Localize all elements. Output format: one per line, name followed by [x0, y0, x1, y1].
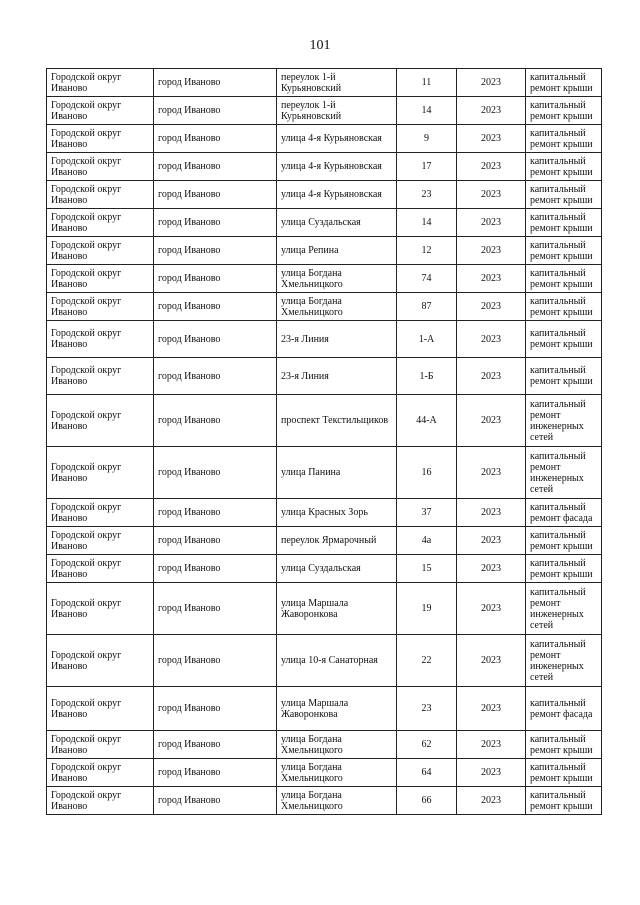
cell-okrug: Городской округ Иваново: [47, 181, 154, 209]
table-body: [47, 69, 602, 815]
cell-year: 2023: [457, 97, 526, 125]
cell-okrug: Городской округ Иваново: [47, 237, 154, 265]
cell-work-type: капитальный ремонт инженерных сетей: [526, 583, 602, 635]
cell-street: улица Репина: [277, 237, 397, 265]
cell-okrug: Городской округ Иваново: [47, 527, 154, 555]
cell-gorod: город Иваново: [154, 125, 277, 153]
cell-house-number: 23: [397, 181, 457, 209]
cell-gorod: город Иваново: [154, 153, 277, 181]
cell-work-type: капитальный ремонт крыши: [526, 527, 602, 555]
cell-work-type: капитальный ремонт крыши: [526, 555, 602, 583]
cell-okrug: Городской округ Иваново: [47, 97, 154, 125]
cell-gorod: город Иваново: [154, 395, 277, 447]
cell-okrug: Городской округ Иваново: [47, 69, 154, 97]
cell-gorod: город Иваново: [154, 209, 277, 237]
cell-house-number: 19: [397, 583, 457, 635]
cell-work-type: капитальный ремонт крыши: [526, 293, 602, 321]
table-row: [47, 153, 602, 181]
cell-street: улица Суздальская: [277, 555, 397, 583]
cell-gorod: город Иваново: [154, 787, 277, 815]
cell-year: 2023: [457, 583, 526, 635]
cell-house-number: 12: [397, 237, 457, 265]
cell-street: переулок 1-й Курьяновский: [277, 97, 397, 125]
cell-house-number: 16: [397, 447, 457, 499]
cell-house-number: 74: [397, 265, 457, 293]
cell-year: 2023: [457, 499, 526, 527]
cell-street: переулок Ярмарочный: [277, 527, 397, 555]
cell-work-type: капитальный ремонт крыши: [526, 181, 602, 209]
cell-house-number: 15: [397, 555, 457, 583]
cell-work-type: капитальный ремонт инженерных сетей: [526, 395, 602, 447]
cell-gorod: город Иваново: [154, 527, 277, 555]
cell-gorod: город Иваново: [154, 265, 277, 293]
cell-street: улица 4-я Курьяновская: [277, 181, 397, 209]
cell-year: 2023: [457, 321, 526, 358]
cell-work-type: капитальный ремонт крыши: [526, 69, 602, 97]
cell-house-number: 4а: [397, 527, 457, 555]
cell-year: 2023: [457, 687, 526, 731]
cell-okrug: Городской округ Иваново: [47, 583, 154, 635]
cell-gorod: город Иваново: [154, 687, 277, 731]
cell-okrug: Городской округ Иваново: [47, 293, 154, 321]
cell-gorod: город Иваново: [154, 731, 277, 759]
cell-house-number: 23: [397, 687, 457, 731]
cell-year: 2023: [457, 527, 526, 555]
cell-okrug: Городской округ Иваново: [47, 265, 154, 293]
cell-gorod: город Иваново: [154, 97, 277, 125]
cell-work-type: капитальный ремонт крыши: [526, 97, 602, 125]
cell-gorod: город Иваново: [154, 583, 277, 635]
cell-okrug: Городской округ Иваново: [47, 555, 154, 583]
cell-okrug: Городской округ Иваново: [47, 731, 154, 759]
cell-street: 23-я Линия: [277, 358, 397, 395]
cell-year: 2023: [457, 731, 526, 759]
cell-okrug: Городской округ Иваново: [47, 358, 154, 395]
cell-work-type: капитальный ремонт крыши: [526, 731, 602, 759]
table-row: [47, 321, 602, 358]
cell-year: 2023: [457, 209, 526, 237]
cell-house-number: 14: [397, 97, 457, 125]
cell-year: 2023: [457, 293, 526, 321]
cell-year: 2023: [457, 69, 526, 97]
cell-okrug: Городской округ Иваново: [47, 787, 154, 815]
cell-street: улица Богдана Хмельницкого: [277, 265, 397, 293]
cell-gorod: город Иваново: [154, 358, 277, 395]
cell-okrug: Городской округ Иваново: [47, 395, 154, 447]
cell-house-number: 1-А: [397, 321, 457, 358]
cell-house-number: 14: [397, 209, 457, 237]
cell-house-number: 11: [397, 69, 457, 97]
cell-okrug: Городской округ Иваново: [47, 759, 154, 787]
cell-year: 2023: [457, 181, 526, 209]
cell-work-type: капитальный ремонт крыши: [526, 265, 602, 293]
cell-work-type: капитальный ремонт крыши: [526, 237, 602, 265]
table-row: [47, 499, 602, 527]
page-number: 101: [309, 38, 331, 53]
table-row: [47, 687, 602, 731]
table-row: [47, 395, 602, 447]
cell-okrug: Городской округ Иваново: [47, 125, 154, 153]
cell-gorod: город Иваново: [154, 293, 277, 321]
cell-gorod: город Иваново: [154, 447, 277, 499]
cell-work-type: капитальный ремонт крыши: [526, 209, 602, 237]
cell-house-number: 44-А: [397, 395, 457, 447]
table-row: [47, 97, 602, 125]
cell-okrug: Городской округ Иваново: [47, 499, 154, 527]
table-row: [47, 731, 602, 759]
cell-okrug: Городской округ Иваново: [47, 153, 154, 181]
cell-street: улица 4-я Курьяновская: [277, 125, 397, 153]
cell-street: улица Маршала Жаворонкова: [277, 583, 397, 635]
cell-work-type: капитальный ремонт крыши: [526, 125, 602, 153]
cell-work-type: капитальный ремонт фасада: [526, 687, 602, 731]
cell-gorod: город Иваново: [154, 69, 277, 97]
cell-work-type: капитальный ремонт инженерных сетей: [526, 447, 602, 499]
cell-gorod: город Иваново: [154, 321, 277, 358]
cell-year: 2023: [457, 787, 526, 815]
cell-okrug: Городской округ Иваново: [47, 635, 154, 687]
cell-house-number: 37: [397, 499, 457, 527]
cell-okrug: Городской округ Иваново: [47, 687, 154, 731]
cell-work-type: капитальный ремонт крыши: [526, 321, 602, 358]
cell-gorod: город Иваново: [154, 499, 277, 527]
cell-gorod: город Иваново: [154, 759, 277, 787]
cell-gorod: город Иваново: [154, 181, 277, 209]
table-row: [47, 358, 602, 395]
cell-street: улица 10-я Санаторная: [277, 635, 397, 687]
cell-year: 2023: [457, 555, 526, 583]
table-row: [47, 293, 602, 321]
table-row: [47, 447, 602, 499]
cell-year: 2023: [457, 265, 526, 293]
cell-work-type: капитальный ремонт крыши: [526, 787, 602, 815]
table-row: [47, 209, 602, 237]
cell-street: улица Панина: [277, 447, 397, 499]
cell-year: 2023: [457, 395, 526, 447]
table-row: [47, 583, 602, 635]
cell-street: улица Маршала Жаворонкова: [277, 687, 397, 731]
cell-year: 2023: [457, 358, 526, 395]
cell-street: 23-я Линия: [277, 321, 397, 358]
cell-house-number: 66: [397, 787, 457, 815]
cell-house-number: 87: [397, 293, 457, 321]
repair-registry-table: [46, 68, 602, 815]
cell-year: 2023: [457, 237, 526, 265]
cell-year: 2023: [457, 759, 526, 787]
cell-street: улица Суздальская: [277, 209, 397, 237]
table-row: [47, 759, 602, 787]
cell-street: улица Красных Зорь: [277, 499, 397, 527]
cell-street: улица Богдана Хмельницкого: [277, 787, 397, 815]
table-row: [47, 237, 602, 265]
cell-year: 2023: [457, 447, 526, 499]
cell-gorod: город Иваново: [154, 237, 277, 265]
cell-house-number: 22: [397, 635, 457, 687]
cell-work-type: капитальный ремонт фасада: [526, 499, 602, 527]
cell-okrug: Городской округ Иваново: [47, 447, 154, 499]
cell-house-number: 17: [397, 153, 457, 181]
table-row: [47, 527, 602, 555]
cell-street: улица Богдана Хмельницкого: [277, 759, 397, 787]
cell-street: проспект Текстильщиков: [277, 395, 397, 447]
table-row: [47, 181, 602, 209]
cell-year: 2023: [457, 635, 526, 687]
cell-street: улица Богдана Хмельницкого: [277, 731, 397, 759]
cell-house-number: 62: [397, 731, 457, 759]
cell-work-type: капитальный ремонт крыши: [526, 153, 602, 181]
table-row: [47, 265, 602, 293]
cell-work-type: капитальный ремонт крыши: [526, 358, 602, 395]
table-row: [47, 635, 602, 687]
cell-street: улица Богдана Хмельницкого: [277, 293, 397, 321]
cell-house-number: 64: [397, 759, 457, 787]
table-row: [47, 125, 602, 153]
cell-gorod: город Иваново: [154, 635, 277, 687]
cell-street: улица 4-я Курьяновская: [277, 153, 397, 181]
cell-work-type: капитальный ремонт инженерных сетей: [526, 635, 602, 687]
cell-okrug: Городской округ Иваново: [47, 209, 154, 237]
table-row: [47, 555, 602, 583]
cell-okrug: Городской округ Иваново: [47, 321, 154, 358]
cell-year: 2023: [457, 153, 526, 181]
cell-gorod: город Иваново: [154, 555, 277, 583]
table-row: [47, 69, 602, 97]
cell-house-number: 9: [397, 125, 457, 153]
cell-street: переулок 1-й Курьяновский: [277, 69, 397, 97]
cell-house-number: 1-Б: [397, 358, 457, 395]
table-row: [47, 787, 602, 815]
cell-work-type: капитальный ремонт крыши: [526, 759, 602, 787]
cell-year: 2023: [457, 125, 526, 153]
